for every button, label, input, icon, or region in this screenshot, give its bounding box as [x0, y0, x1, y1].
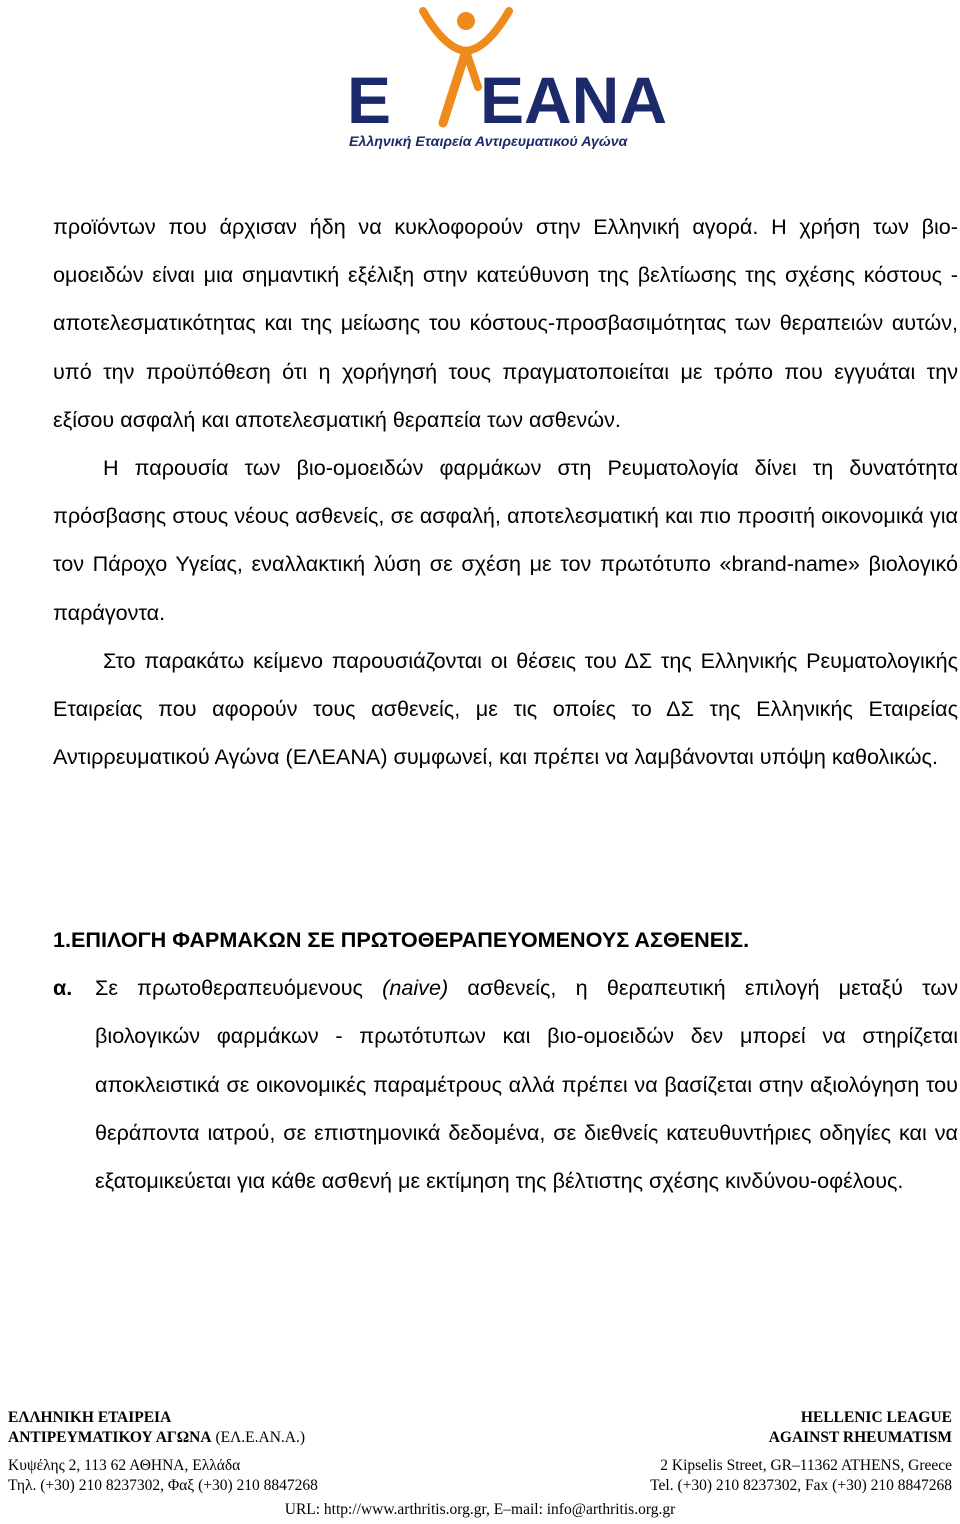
list-marker: α.: [53, 975, 73, 1000]
logo-figure-leg: [466, 51, 478, 87]
logo-figure-body: [443, 51, 466, 123]
logo-tagline: Ελληνική Εταιρεία Αντιρευματικού Αγώνα: [349, 134, 628, 150]
logo-figure-head: [457, 12, 475, 30]
footer-org-english-line1: HELLENIC LEAGUE: [800, 1409, 952, 1426]
footer-phone-greek: Τηλ. (+30) 210 8237302, Φαξ (+30) 210 8847268: [8, 1477, 318, 1494]
logo-graphic: [345, 5, 668, 155]
logo-wordmark-e: Ε: [347, 63, 392, 137]
list-item-text: [95, 964, 958, 1205]
footer-phone-english: Tel. (+30) 210 8237302, Fax (+30) 210 8847268: [650, 1477, 952, 1494]
footer-org-greek-line1: ΕΛΛΗΝΙΚΗ ΕΤΑΙΡΕΙΑ: [8, 1409, 172, 1426]
paragraph-2: Η παρουσία των βιο-ομοειδών φαρμάκων στη Ρευματολογία δίνει τη δυνατότητα πρόσβασης στους νέους ασθενείς, σε ασφαλή, αποτελεσματική και πιο προσιτή οικονομικά για τον Πάροχο Υγείας, εναλλακτική λύση σε σχέση με τον πρωτότυπο «brand-name» βιολογικό παράγοντα.: [53, 455, 958, 625]
list-item-a: [53, 964, 958, 1205]
item-text-start: Σε πρωτοθεραπευόμενους: [95, 975, 383, 1000]
footer-org-english-line2: AGAINST RHEUMATISM: [768, 1429, 952, 1446]
footer-org-greek: [8, 1408, 305, 1448]
footer-org-english: [769, 1408, 952, 1448]
footer-org-greek-abbr: (ΕΛ.Ε.ΑΝ.Α.): [211, 1429, 306, 1446]
body-text: [53, 203, 958, 781]
footer-contact-english: [650, 1456, 952, 1496]
footer-org-greek-line2: ΑΝΤΙΡΕΥΜΑΤΙΚΟΥ ΑΓΩΝΑ: [8, 1429, 212, 1446]
elleana-logo: [345, 5, 668, 155]
footer-address-english: 2 Kipselis Street, GR–11362 ATHENS, Greece: [660, 1457, 952, 1474]
footer-address-greek: Κυψέλης 2, 113 62 ΑΘΗΝΑ, Ελλάδα: [8, 1457, 241, 1474]
logo-wordmark-eana: ΕΑΝΑ: [480, 63, 668, 137]
section-heading: 1.ΕΠΙΛΟΓΗ ΦΑΡΜΑΚΩΝ ΣΕ ΠΡΩΤΟΘΕΡΑΠΕΥΟΜΕΝΟΥΣ ΑΣΘΕΝΕΙΣ.: [53, 927, 750, 952]
footer-contact-greek: [8, 1456, 318, 1496]
item-text-end: ασθενείς, η θεραπευτική επιλογή μεταξύ των βιολογικών φαρμάκων - πρωτότυπων και βιο-ομοειδών δεν μπορεί να στηρίζεται αποκλειστικά σε οικονομικές παραμέτρους αλλά πρέπει να βασίζεται στην αξιολόγηση του θεράποντα ιατρού, σε επιστημονικά δεδομένα, σε διεθνείς κατευθυντήριες οδηγίες και να εξατομικεύεται για κάθε ασθενή με εκτίμηση της βέλτιστης σχέσης κινδύνου-οφέλους.: [95, 975, 958, 1194]
paragraph-3: Στο παρακάτω κείμενο παρουσιάζονται οι θέσεις του ΔΣ της Ελληνικής Ρευματολογικής Εταιρείας που αφορούν τους ασθενείς, με τις οποίες το ΔΣ της Ελληνικής Εταιρείας Αντιρρευματικού Αγώνα (ΕΛΕΑΝΑ) συμφωνεί, και πρέπει να λαμβάνονται υπόψη καθολικώς.: [53, 647, 958, 770]
footer-url-line: URL: http://www.arthritis.org.gr, E–mail: info@arthritis.org.gr: [284, 1501, 676, 1518]
item-text-italic: (naive): [382, 975, 449, 1000]
paragraph-1: προϊόντων που άρχισαν ήδη να κυκλοφορούν στην Ελληνική αγορά. Η χρήση των βιο-ομοειδών είναι μια σημαντική εξέλιξη στην κατεύθυνση της βελτίωσης της σχέσης κόστους - αποτελεσματικότητας και της μείωσης του κόστους-προσβασιμότητας των θεραπειών αυτών, υπό την προϋπόθεση ότι η χορήγησή τους πραγματοποιείται με τρόπο που εγγυάται την εξίσου ασφαλή και αποτελεσματική θεραπεία των ασθενών.: [53, 214, 958, 432]
